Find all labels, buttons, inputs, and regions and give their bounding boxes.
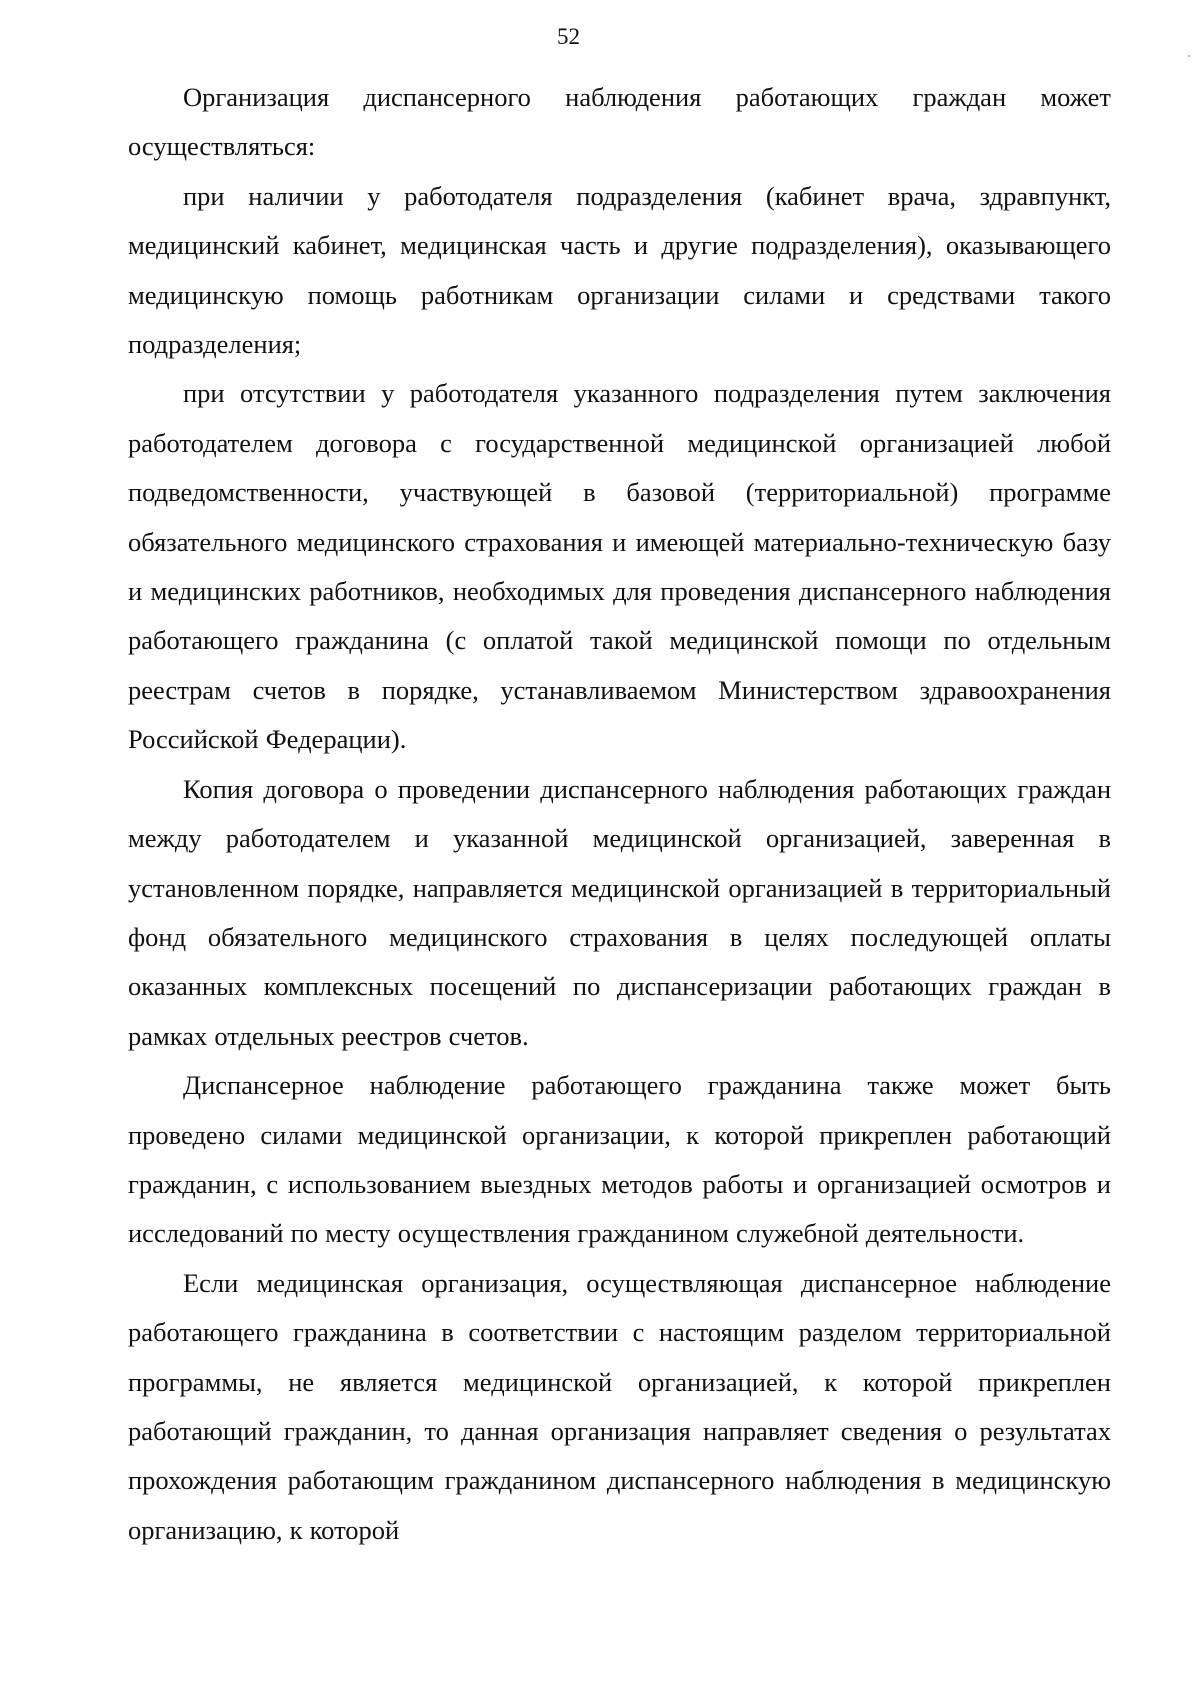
paragraph-attached-organization: Диспансерное наблюдение работающего гражданина также может быть проведено силами медицинской организации, к которой прикреплен работающий гражданин, с использованием выездных методов работы и организацией осмотров и исследований по месту осуществления гражданином служебной деятельности. — [128, 1070, 1111, 1249]
scan-artifact — [1188, 55, 1190, 57]
paragraph-contract-copy: Копия договора о проведении диспансерного наблюдения работающих граждан между работодателем и указанной медицинской организацией, заверенная в установленном порядке, направляется медицинской организацией в территориальный фонд обязательного медицинского страхования в целях последующей оплаты оказанных комплексных посещений по диспансеризации работающих граждан в рамках отдельных реестров счетов. — [128, 773, 1111, 1051]
document-body — [128, 73, 1111, 1555]
paragraph-with-subdivision: при наличии у работодателя подразделения (кабинет врача, здравпункт, медицинский кабинет, медицинская часть и другие подразделения), оказывающего медицинскую помощь работникам организации силами и средствами такого подразделения; — [128, 180, 1111, 360]
page-number: 52 — [557, 24, 580, 49]
paragraph-intro: Организация диспансерного наблюдения работающих граждан может осуществляться: — [128, 82, 1111, 162]
paragraph-other-organization: Если медицинская организация, осуществляющая диспансерное наблюдение работающего гражданина в соответствии с настоящим разделом территориальной программы, не является медицинской организацией, к которой прикреплен работающий гражданин, то данная организация направляет сведения о результатах прохождения работающим гражданином диспансерного наблюдения в медицинскую организацию, к которой — [128, 1267, 1111, 1545]
paragraph-without-subdivision: при отсутствии у работодателя указанного подразделения путем заключения работодателем договора с государственной медицинской организацией любой подведомственности, участвующей в базовой (территориальной) программе обязательного медицинского страхования и имеющей материально-техническую базу и медицинских работников, необходимых для проведения диспансерного наблюдения работающего гражданина (с оплатой такой медицинской помощи по отдельным реестрам счетов в порядке, устанавливаемом Министерством здравоохранения Российской Федерации). — [128, 378, 1111, 755]
